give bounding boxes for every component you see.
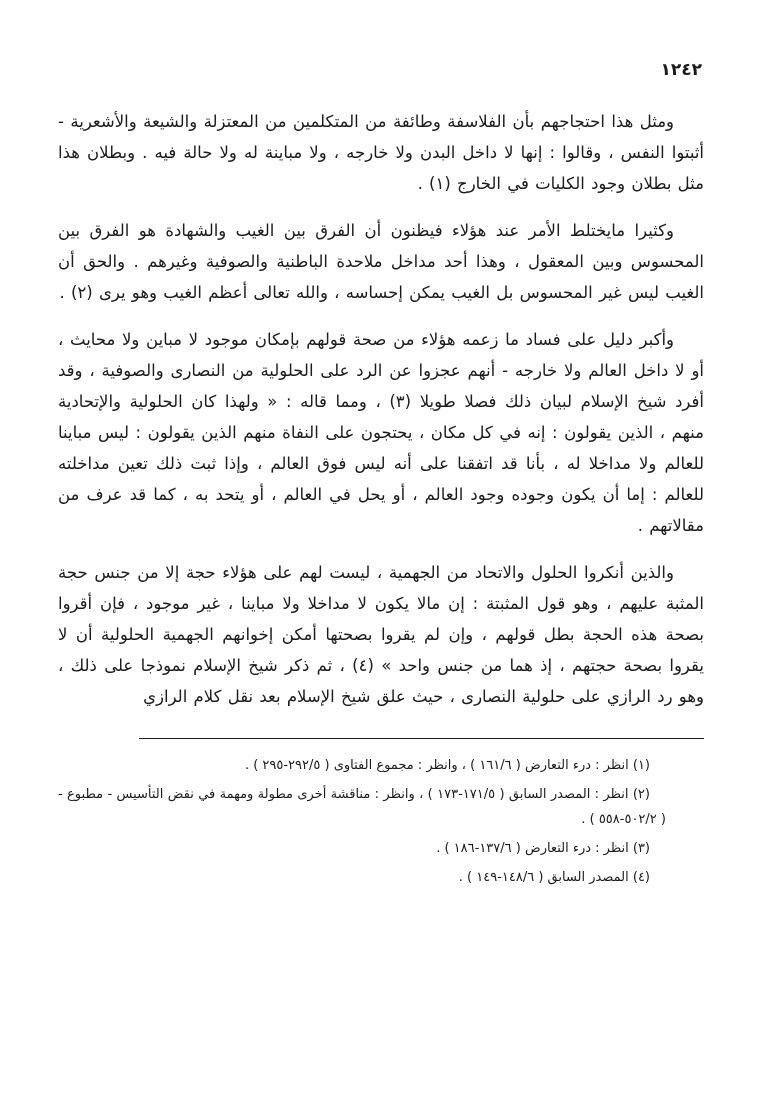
page-number: ١٢٤٢ [660, 60, 702, 80]
paragraph-ghayb-shahada: وكثيرا مايختلط الأمر عند هؤلاء فيظنون أن الفرق بين الغيب والشهادة هو الفرق بين المحسوس وبين المعقول ، وهذا أحد مداخل ملاحدة الباطنية والصوفية وغيرهم . والحق أن الغيب ليس غير المحسوس بل الغيب يمكن إحساسه ، والله تعالى أعظم الغيب وهو يرى (٢) . [58, 221, 704, 302]
body-text [58, 106, 704, 712]
paragraph-jahmiyya-argument: والذين أنكروا الحلول والاتحاد من الجهمية ، ليست لهم على هؤلاء حجة إلا من جنس حجة المثبة عليهم ، وهو قول المثبتة : إن مالا يكون لا مداخلا ولا مباينا ، غير موجود ، فإن أقروا بصحة هذه الحجة بطل قولهم ، وإن لم يقروا بصحتها أمكن إخوانهم الجهمية الحلولية أن لا يقروا بصحة حجتهم ، إذ هما من جنس واحد » (٤) ، ثم ذكر شيخ الإسلام نموذجا على ذلك ، وهو رد الرازي على حلولية النصارى ، حيث علق شيخ الإسلام بعد نقل كلام الرازي [58, 563, 704, 706]
footnote-1: (١) انظر : درء التعارض ( ١٦١/٦ ) ، وانظر : مجموع الفتاوى ( ٢٩٢/٥-٢٩٥ ) . [244, 758, 650, 773]
paragraph-philosophers-soul: ومثل هذا احتجاجهم بأن الفلاسفة وطائفة من المتكلمين من المعتزلة والشيعة والأشعرية - أثبتوا النفس ، وقالوا : إنها لا داخل البدن ولا خارجه ، ولا مباينة له ولا حالة فيه . وبطلان هذا مثل بطلان وجود الكليات في الخارج (١) . [58, 112, 704, 193]
paragraph-hululiyya-quote: وأكبر دليل على فساد ما زعمه هؤلاء من صحة قولهم بإمكان موجود لا مباين ولا محايث ، أو لا داخل العالم ولا خارجه - أنهم عجزوا عن الرد على الحلولية من النصارى والصوفية ، وقد أفرد شيخ الإسلام لبيان ذلك فصلا طويلا (٣) ، ومما قاله : « ولهذا كان الحلولية والإتحادية منهم ، الذين يقولون : إنه في كل مكان ، يحتجون على النفاة منهم الذين يقولون : ليس مباينا للعالم ولا مداخلا له ، بأنا قد اتفقنا على أنه ليس فوق العالم ، وإذا ثبت ذلك تعين مداخلته للعالم : إما أن يكون وجوده وجود العالم ، أو يحل في العالم ، أو يتحد به ، كما قد عرف من مقالاتهم . [58, 330, 704, 535]
footnote-2: (٢) انظر : المصدر السابق ( ١٧١/٥-١٧٣ ) ، وانظر : مناقشة أخرى مطولة ومهمة في نقض التأسيس - مطبوع - ( ٥٠٢/٢-٥٥٨ ) . [58, 787, 666, 827]
footnote-3: (٣) انظر : درء التعارض ( ١٣٧/٦-١٨٦ ) . [436, 841, 650, 856]
footnote-separator [139, 738, 704, 739]
footnote-4: (٤) المصدر السابق ( ١٤٨/٦-١٤٩ ) . [458, 870, 650, 885]
footnotes-section [58, 753, 704, 890]
